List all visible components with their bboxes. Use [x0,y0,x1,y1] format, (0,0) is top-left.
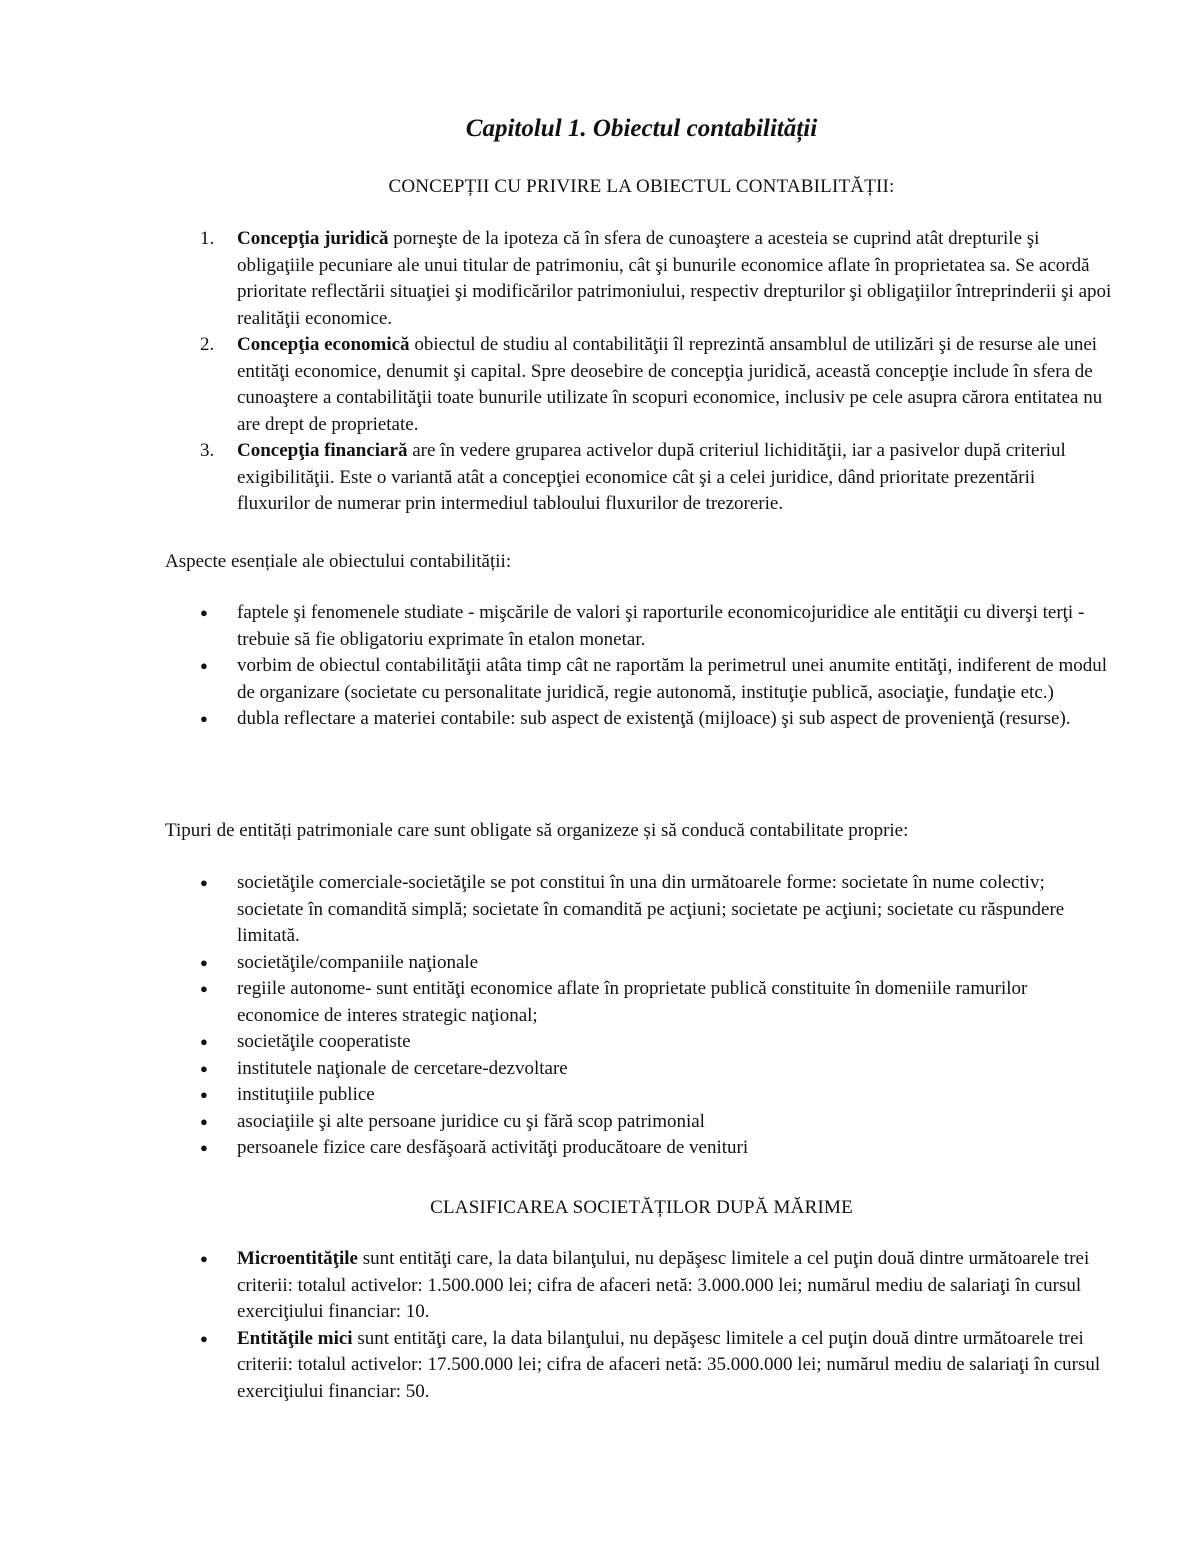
item-text: obiectul de studiu al contabilităţii îl reprezintă ansamblul de utilizări şi de resurse ale unei entităţi economice, denumit şi capital. Spre deosebire de concepţia juridică, această concepţie include în sfera de cunoaştere a contabilităţii toate bunurile utilizate în scopuri economice, inclusiv pe cele asupra cărora entitatea nu are drept de proprietate. [237,334,1103,435]
term: Entităţile mici [237,1327,353,1349]
bullet-icon: ● [200,954,208,970]
aspects-intro: Aspecte esențiale ale obiectului contabilității: [165,551,512,572]
list-item [0,332,1112,438]
chapter-title: Capitolul 1. Obiectul contabilității [465,115,818,142]
list-item [0,438,1112,518]
list-item [0,1135,1112,1162]
item-text: instituţiile publice [237,1084,375,1105]
item-text: asociaţiile şi alte persoane juridice cu şi fără scop patrimonial [237,1110,705,1132]
bullet-icon: ● [200,605,208,620]
section-heading-conceptions: CONCEPȚII CU PRIVIRE LA OBIECTUL CONTABILITĂȚII: [388,176,895,197]
item-text: vorbim de obiectul contabilităţii atâta timp cât ne raportăm la perimetrul unei anumite entităţi, indiferent de modul de organizare (societate cu personalitate juridică, regie autonomă, instituţie publică, asociaţie, fundaţie etc.) [237,655,1108,703]
bullet-icon: ● [200,1034,208,1049]
term: Concepţia economică [237,334,410,355]
bullet-icon: ● [200,1113,208,1129]
conceptions-list [0,226,1112,518]
list-item [0,653,1112,706]
list-number: 1. [200,228,215,249]
item-text: porneşte de la ipoteza că în sfera de cunoaştere a acesteia se cuprind atât drepturile şi obligaţiile pecuniare ale unui titular de patrimoniu, cât şi bunurile economice aflate în proprietatea sa. Se acordă prioritate reflectării situaţiei şi modificărilor patrimoniului, respectiv drepturilor şi obligaţiilor întreprinderii şi apoi realităţii economice. [237,228,1112,329]
term: Microentităţile [237,1248,358,1269]
item-text: faptele şi fenomenele studiate - mişcările de valori şi raporturile economicojuridice ale entităţii cu diverşi terţi - trebuie să fie obligatoriu exprimate în etalon monetar. [237,602,1085,650]
bullet-icon: ● [200,1140,208,1155]
list-item [0,1029,1112,1056]
aspects-list [0,600,1112,733]
bullet-icon: ● [200,711,208,726]
list-item [0,1326,1112,1406]
list-number: 2. [200,334,215,355]
bullet-icon: ● [200,875,208,890]
list-item [0,1056,1112,1083]
list-item [0,1082,1112,1109]
term: Concepţia financiară [237,440,408,461]
term: Concepţia juridică [237,228,389,249]
list-item [0,870,1112,950]
bullet-icon: ● [200,1087,208,1102]
list-item [0,706,1112,733]
item-text: sunt entităţi care, la data bilanţului, nu depăşesc limitele a cel puţin două dintre următoarele trei criterii: totalul activelor: 17.500.000 lei; cifra de afaceri netă: 35.000.000 lei; numărul mediu de salariaţi în cursul exerciţiului financiar: 50. [237,1327,1101,1402]
item-text: regiile autonome- sunt entităţi economice aflate în proprietate publică constituite în domeniile ramurilor economice de interes strategic naţional; [237,978,1028,1026]
bullet-icon: ● [200,1330,208,1346]
item-text: societăţile comerciale-societăţile se pot constitui în una din următoarele forme: societate în nume colectiv; societate în comandită simplă; societate în comandită pe acţiuni; societate pe acţiuni; societate cu răspundere limitată. [237,872,1065,946]
item-text: persoanele fizice care desfăşoară activităţi producătoare de venituri [237,1137,749,1158]
bullet-icon: ● [200,1060,208,1076]
entity-types-intro: Tipuri de entități patrimoniale care sunt obligate să organizeze și să conducă contabilitate proprie: [165,820,909,841]
list-item [0,600,1112,653]
bullet-icon: ● [200,981,208,996]
item-text: societăţile/companiile naţionale [237,951,479,973]
section-heading-size-classification: CLASIFICAREA SOCIETĂȚILOR DUPĂ MĂRIME [430,1197,853,1218]
item-text: sunt entităţi care, la data bilanţului, nu depăşesc limitele a cel puţin două dintre următoarele trei criterii: totalul activelor: 1.500.000 lei; cifra de afaceri netă: 3.000.000 lei; numărul mediu de salariaţi în cursul exerciţiului financiar: 10. [237,1248,1090,1322]
list-item [0,226,1112,332]
item-text: institutele naţionale de cercetare-dezvoltare [237,1057,568,1079]
list-item [0,976,1112,1029]
item-text: dubla reflectare a materiei contabile: sub aspect de existenţă (mijloace) şi sub aspect de provenienţă (resurse). [237,708,1071,729]
item-text: societăţile cooperatiste [237,1031,411,1052]
bullet-icon: ● [200,1251,208,1266]
entity-types-list [0,870,1112,1162]
list-item [0,1109,1112,1136]
bullet-icon: ● [200,658,208,673]
list-item [0,1246,1112,1326]
list-item [0,950,1112,977]
size-classification-list [0,1246,1112,1405]
item-text: are în vedere gruparea activelor după criteriul lichidităţii, iar a pasivelor după criteriul exigibilităţii. Este o variantă atât a concepţiei economice cât şi a celei juridice, dând prioritate prezentării fluxurilor de numerar prin intermediul tabloului fluxurilor de trezorerie. [237,440,1066,514]
list-number: 3. [200,440,215,461]
